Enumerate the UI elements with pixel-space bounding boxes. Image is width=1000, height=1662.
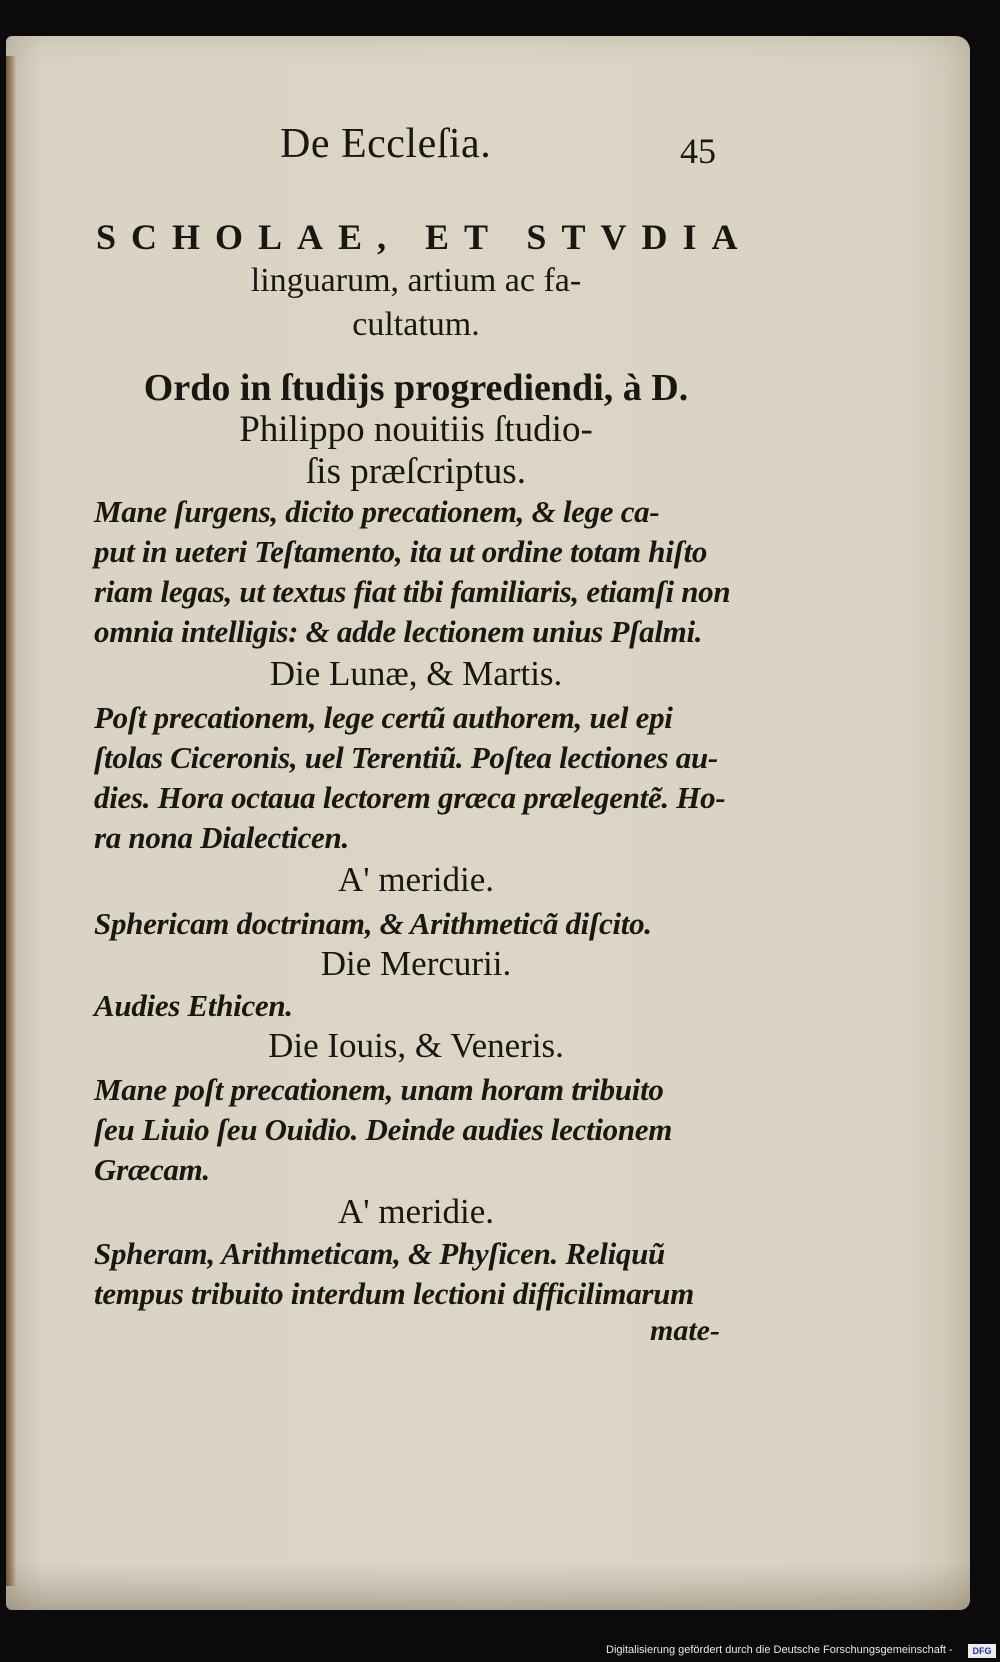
text-line: riam legas, ut textus fiat tibi familiaris, etiamſi non: [94, 574, 731, 609]
text-line: Mane ſurgens, dicito precationem, & lege ca-: [94, 494, 660, 529]
section-title-line-2: linguarum, artium ac fa-: [250, 262, 582, 299]
text-line: Mane poſt precationem, unam horam tribuito: [94, 1072, 664, 1107]
heading-line-1: Ordo in ſtudijs progrediendi, à D.: [143, 367, 689, 409]
catchword: mate-: [650, 1314, 720, 1347]
paragraph-2: [94, 698, 734, 858]
page-edge: [6, 56, 16, 1586]
text-line: tempus tribuito interdum lectioni difficilimarum: [94, 1276, 694, 1311]
heading-line-3: ſis præſcriptus.: [306, 451, 526, 492]
text-line: Audies Ethicen.: [94, 988, 293, 1023]
text-line: Spheram, Arithmeticam, & Phyſicen. Reliquũ: [94, 1236, 665, 1271]
text-line: put in ueteri Teſtamento, ita ut ordine totam hiſto: [94, 534, 708, 569]
section-title-line-1: SCHOLAE, ET STVDIA: [96, 217, 753, 257]
subheading: Die Iouis, & Veneris.: [268, 1026, 564, 1065]
subheading: Die Mercurii.: [320, 944, 512, 983]
paragraph-3: [94, 904, 734, 944]
text-line: ra nona Dialecticen.: [94, 820, 349, 855]
text-line: ſtolas Ciceronis, uel Terentiũ. Poſtea lectiones au-: [94, 740, 718, 775]
paragraph-4: [94, 986, 734, 1026]
subheading: A' meridie.: [338, 860, 494, 899]
section-title-line-3: cultatum.: [352, 306, 480, 343]
page-shadow: [6, 1562, 970, 1610]
dfg-logo: DFG: [968, 1644, 996, 1658]
folio-number: 45: [680, 131, 716, 171]
text-line: omnia intelligis: & adde lectionem unius Pſalmi.: [94, 614, 703, 649]
text-line: Græcam.: [94, 1152, 210, 1187]
subheading: A' meridie.: [338, 1192, 494, 1231]
paragraph-6: [94, 1234, 734, 1314]
text-line: ſeu Liuio ſeu Ouidio. Deinde audies lectionem: [94, 1112, 673, 1147]
text-line: dies. Hora octaua lectorem græca prælegentẽ. Ho-: [94, 780, 726, 815]
paragraph-1: [94, 492, 734, 652]
heading-line-2: Philippo nouitiis ſtudio-: [239, 409, 593, 450]
digitization-credit: Digitalisierung gefördert durch die Deutsche Forschungsgemeinschaft -: [606, 1644, 953, 1656]
book-page: [6, 36, 970, 1610]
text-line: Sphericam doctrinam, & Arithmeticã diſcito.: [94, 906, 652, 941]
text-line: Poſt precationem, lege certũ authorem, uel epi: [94, 700, 673, 735]
paragraph-5: [94, 1070, 734, 1190]
subheading: Die Lunæ, & Martis.: [269, 654, 563, 693]
running-head: De Eccleſia.: [280, 121, 492, 167]
